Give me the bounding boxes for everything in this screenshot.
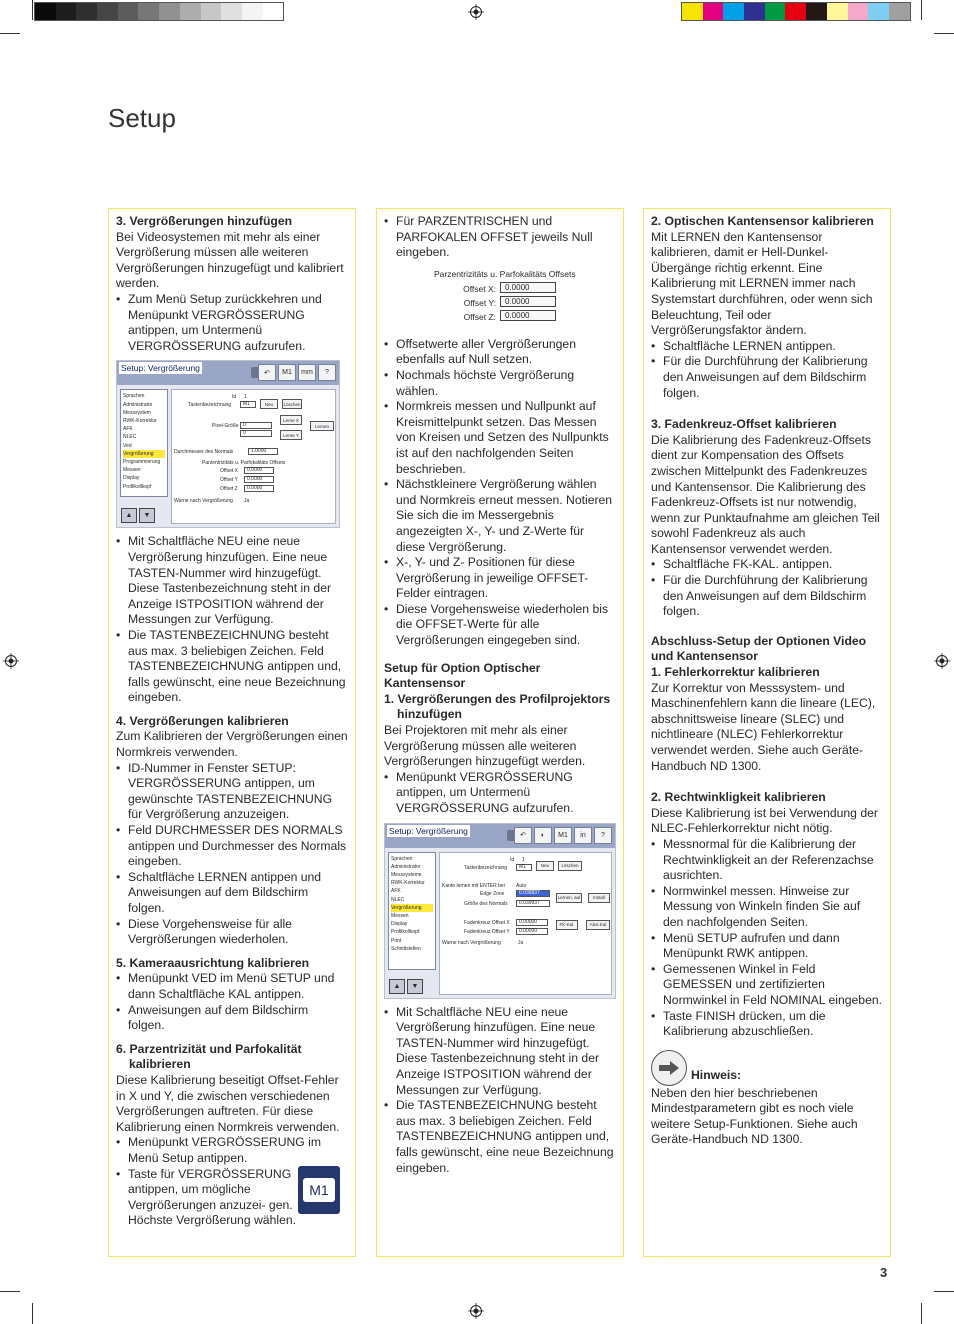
color-swatch — [785, 3, 806, 20]
section-title: 1. Vergrößerungen des Profilprojektors hinzufügen — [384, 691, 611, 722]
learn-button[interactable]: Lernen — [310, 421, 334, 431]
offset-z-field[interactable]: 0.0000 — [500, 310, 556, 321]
section-title: 4. Vergrößerungen kalibrieren — [116, 713, 289, 728]
list-item: • Taste FINISH drücken, um die Kalibrierung abzuschließen. — [651, 1009, 883, 1040]
menu-item[interactable]: AFK — [123, 426, 133, 433]
bullet-list — [651, 557, 883, 619]
bullet-list — [384, 337, 616, 649]
help-button[interactable]: ? — [594, 827, 612, 844]
offset-x-field[interactable]: 0.0000 — [500, 282, 556, 293]
offset-x-field[interactable]: 0.0000 — [244, 467, 274, 474]
warn-label: Warne nach Vergrößerung — [174, 498, 233, 505]
edge-zone-label: Edge Zone — [480, 890, 505, 897]
crop-mark — [0, 33, 20, 34]
id-label: Id — [232, 394, 237, 401]
process-color-bar — [681, 2, 911, 21]
section-title: 2. Rechtwinkligkeit kalibrieren — [651, 790, 826, 805]
warn-value[interactable]: Ja — [518, 939, 524, 946]
list-item: • X-, Y- und Z- Positionen für diese Vergrößerung in jeweilige OFFSET-Felder eintragen. — [384, 555, 616, 602]
color-swatch — [744, 3, 765, 20]
menu-item[interactable]: Ved — [123, 442, 132, 449]
crosshair-x-field[interactable]: 0.00000 — [516, 919, 548, 926]
settings-form — [439, 852, 612, 995]
offset-z-label: Offset Z — [220, 486, 238, 493]
key-field[interactable]: M1 — [240, 401, 256, 408]
color-swatch — [806, 3, 827, 20]
list-item: • Messnormal für die Kalibrierung der Rechtwinkligkeit an der Referenzachse ausrichten. — [651, 837, 883, 884]
color-swatch — [723, 3, 744, 20]
column-right — [643, 208, 891, 1257]
arrow-down-icon[interactable]: ▼ — [139, 508, 155, 523]
m1-button[interactable]: M1 — [278, 364, 296, 381]
settings-form — [171, 389, 336, 524]
section-title: 6. Parzentrizität und Parfokalität kalibrieren — [116, 1041, 302, 1072]
warn-label: Warne nach Vergrößerung — [442, 939, 501, 946]
crop-mark — [32, 1303, 33, 1324]
help-button[interactable]: ? — [318, 364, 336, 381]
crosshair-y-field[interactable]: 0.00000 — [516, 928, 548, 935]
crop-mark — [934, 1291, 954, 1292]
menu-item[interactable]: RWK-Korrektur — [123, 417, 157, 424]
toolbar — [258, 364, 336, 381]
offsets-label: Parzentrizitäts u. Parfokalitäts Offsets — [202, 460, 286, 467]
color-swatch — [703, 3, 724, 20]
units-button[interactable]: mm — [298, 364, 316, 381]
crop-mark — [934, 33, 954, 34]
key-label: Tastenbezeichnung — [188, 402, 232, 409]
gray-swatch — [159, 3, 180, 20]
color-swatch — [765, 3, 786, 20]
key-field[interactable]: M1 — [516, 864, 532, 871]
bullet-list — [651, 339, 883, 401]
pixel-x-field[interactable]: 0 — [240, 422, 272, 429]
gray-swatch — [242, 3, 263, 20]
paragraph: Mit LERNEN den Kantensensor kalibrieren, damit er Hell-Dunkel-Übergänge richtig erkennt. Eine Kalibrierung mit LERNEN immer nach Systemstart durchführen, oder wenn sich Beleuchtung, Teil oder Vergrößerungsfaktor ändern. — [651, 229, 873, 338]
color-swatch — [848, 3, 869, 20]
edge-learn-value[interactable]: Auto — [516, 882, 527, 889]
crosshair-y-label: Fadenkreuz Offset Y — [464, 928, 510, 935]
pixel-y-field[interactable]: 0 — [240, 430, 272, 437]
bullet-list — [116, 534, 348, 706]
menu-item[interactable]: Programmierung — [123, 458, 161, 465]
normal-size-field[interactable]: 0.039937 — [516, 900, 550, 907]
section-heading: Setup für Option Optischer Kantensensor — [384, 660, 541, 691]
setup-menu — [388, 852, 436, 970]
window-title: Setup: Vergrößerung — [121, 363, 200, 374]
list-item: • ID-Nummer in Fenster SETUP: VERGRÖSSERUNG antippen, um gewünschte TASTENBEZEICHNUNG für Vergrößerung anzuzeigen. — [116, 761, 348, 823]
menu-item[interactable]: Schnittstellen — [391, 945, 421, 952]
key-label: Tastenbezeichnung — [464, 864, 508, 871]
learn-button[interactable]: Lernen, auf — [556, 893, 582, 903]
color-swatch — [889, 3, 910, 20]
distance-calibration-button[interactable]: Abst.Kal — [586, 920, 610, 930]
list-item: • Mit Schaltfläche NEU eine neue Vergrößerung hinzufügen. Eine neue TASTEN-Nummer wird hinzugefügt. Diese Tastenbezeichnung steht in der Anzeige ISTPOSITION während der Messungen zur Verfügung. — [384, 1005, 616, 1099]
edge-learn-label: Kante lernen mit ENTER bei — [442, 882, 505, 889]
diameter-field[interactable]: 1.0000 — [248, 448, 278, 455]
grayscale-color-bar — [34, 2, 284, 21]
new-button[interactable]: Neu — [260, 399, 278, 409]
list-item: • Für die Durchführung der Kalibrierung den Anweisungen auf dem Bildschirm folgen. — [651, 354, 883, 401]
list-item: • Menüpunkt VERGRÖSSERUNG antippen, um Untermenü VERGRÖSSERUNG aufzurufen. — [384, 770, 616, 817]
undo-icon[interactable]: ↶ — [514, 827, 532, 844]
crop-mark — [921, 0, 922, 20]
list-item-text: gen. Höchste Vergrößerung wählen. — [128, 1197, 297, 1228]
list-item: • Zum Menü Setup zurückkehren und Menüpunkt VERGRÖSSERUNG antippen, um Untermenü VERGRÖSSERUNG aufzurufen. — [116, 292, 348, 354]
gray-swatch — [221, 3, 242, 20]
crosshair-calibration-button[interactable]: FK-Kal. — [556, 920, 578, 930]
gray-swatch — [201, 3, 222, 20]
list-item: • Normkreis messen und Nullpunkt auf Kreismittelpunkt setzen. Das Messen von Kreisen und Setzen des Nullpunkts ist auf den nachfolgenden Seiten beschrieben. — [384, 399, 616, 477]
list-item: • Mit Schaltfläche NEU eine neue Vergrößerung hinzufügen. Eine neue TASTEN-Nummer wird hinzugefügt. Diese Tastenbezeichnung steht in der Anzeige ISTPOSITION während der Messungen zur Verfügung. — [116, 534, 348, 628]
color-swatch — [682, 3, 703, 20]
arrow-up-icon[interactable]: ▲ — [121, 508, 137, 523]
page-title: Setup — [108, 103, 176, 133]
list-item: • Feld DURCHMESSER DES NORMALS antippen und Durchmesser des Normals eingeben. — [116, 823, 348, 870]
list-item: • Nochmals höchste Vergrößerung wählen. — [384, 368, 616, 399]
list-item: • Die TASTENBEZEICHNUNG besteht aus max. 3 beliebigen Zeichen. Feld TASTENBEZEICHNUNG antippen und, falls gewünscht, eine neue Bezeichnung eingeben. — [116, 628, 348, 706]
hint-label: Hinweis: — [691, 1067, 742, 1082]
registration-mark-icon — [468, 1303, 484, 1319]
list-item: • Offsetwerte aller Vergrößerungen ebenfalls auf Null setzen. — [384, 337, 616, 368]
page-number: 3 — [880, 1265, 888, 1280]
warn-value[interactable]: Ja — [244, 498, 250, 505]
menu-item[interactable]: Administrator — [123, 401, 153, 408]
list-item: • Nächstkleinere Vergrößerung wählen und Normkreis erneut messen. Notieren Sie sich die im Messergebnis angezeigten X-, Y- und Z-Werte für diese Vergrößerung. — [384, 477, 616, 555]
offset-x-label: Offset X — [220, 468, 238, 475]
menu-item-selected[interactable]: Vergrößerung — [123, 450, 165, 458]
undo-icon[interactable]: ↶ — [258, 364, 276, 381]
offset-x-label: Offset X: — [463, 283, 496, 294]
menu-item[interactable]: Print — [391, 937, 402, 944]
offset-z-label: Offset Z: — [463, 311, 496, 322]
window-titlebar — [117, 361, 339, 385]
menu-item[interactable]: Display — [391, 921, 408, 928]
list-item: • Normwinkel messen. Hinweise zur Messung von Winkeln finden Sie auf den nachfolgenden Seiten. — [651, 884, 883, 931]
install-button[interactable]: Install — [588, 893, 610, 903]
arrow-right-icon — [651, 1050, 687, 1086]
list-item: • Diese Vorgehensweise wiederholen bis die OFFSET-Werte für alle Vergrößerungen eingegeben sind. — [384, 602, 616, 649]
hint-header — [651, 1050, 883, 1086]
bullet-list — [651, 837, 883, 1040]
list-item: • Schaltfläche LERNEN antippen. — [651, 339, 883, 355]
paragraph: Diese Kalibrierung beseitigt Offset-Fehler in X und Y, die zwischen verschiedenen Vergrößerungen auftreten. Für diese Kalibrierung einen Normkreis verwenden. — [116, 1072, 340, 1134]
list-item: • Schaltfläche LERNEN antippen und Anweisungen auf dem Bildschirm folgen. — [116, 870, 348, 917]
gray-swatch — [180, 3, 201, 20]
registration-mark-icon — [3, 653, 19, 669]
section-heading: Abschluss-Setup der Optionen Video und Kantensensor — [651, 633, 867, 664]
crop-mark — [0, 1291, 20, 1292]
menu-item[interactable]: Display — [123, 475, 140, 482]
color-swatch — [868, 3, 889, 20]
bullet-list — [116, 971, 348, 1033]
edge-zone-field[interactable]: 0.039937 — [516, 890, 550, 897]
m1-key-label: M1 — [303, 1178, 335, 1202]
gray-swatch — [138, 3, 159, 20]
contrast-icon[interactable]: ◐ — [534, 827, 552, 844]
list-item: • Für PARZENTRISCHEN und PARFOKALEN OFFSET jeweils Null eingeben. — [384, 214, 616, 261]
menu-item[interactable]: Messen — [123, 467, 141, 474]
list-item: • Die TASTENBEZEICHNUNG besteht aus max. 3 beliebigen Zeichen. Feld TASTENBEZEICHNUNG antippen und, falls gewünscht, eine neue Bezeichnung eingeben. — [384, 1098, 616, 1176]
list-item: • Menüpunkt VED im Menü SETUP und dann Schaltfläche KAL antippen. — [116, 971, 348, 1002]
bullet-list — [116, 761, 348, 948]
toolbar — [514, 827, 612, 844]
section-title: 3. Fadenkreuz-Offset kalibrieren — [651, 417, 837, 432]
section-title: 1. Fehlerkorrektur kalibrieren — [651, 665, 820, 680]
arrow-down-icon[interactable]: ▼ — [407, 979, 423, 994]
menu-item[interactable]: Sprachen — [391, 855, 413, 862]
menu-item[interactable]: Profilkollkopf — [391, 929, 420, 936]
menu-item[interactable]: NLEC — [391, 896, 405, 903]
setup-menu — [120, 389, 168, 497]
menu-item[interactable]: Profilkollkopf — [123, 483, 152, 490]
paragraph: Bei Videosystemen mit mehr als einer Vergrößerung müssen alle weiteren Vergrößerungen hinzugefügt und kalibriert werden. — [116, 229, 344, 291]
bullet-list — [116, 1135, 348, 1229]
list-item: • Diese Vorgehensweise für alle Vergrößerungen wiederholen. — [116, 917, 348, 948]
registration-mark-icon — [934, 653, 950, 669]
color-swatch — [827, 3, 848, 20]
delete-button[interactable]: Löschen — [558, 861, 582, 871]
paragraph: Die Kalibrierung des Fadenkreuz-Offsets dient zur Kompensation des Offsets zwischen Mittelpunkt des Fadenkreuzes und Kantensensor. Die Kalibrierung des Fadenkreuz-Offsets ist nur notwendig, wenn zur Punktaufnahme am gleichen Teil sowohl Fadenkreuz als auch Kantensensor verwendet werden. — [651, 432, 880, 556]
window-titlebar — [385, 824, 615, 848]
m1-button[interactable]: M1 — [554, 827, 572, 844]
screenshot-setup-vergroesserung — [384, 823, 616, 999]
crop-mark — [32, 0, 33, 20]
window-title: Setup: Vergrößerung — [389, 825, 468, 836]
gray-swatch — [97, 3, 118, 20]
diameter-label: Durchmesser des Normals — [174, 449, 234, 456]
gray-swatch — [56, 3, 77, 20]
offsets-panel — [428, 269, 598, 329]
bullet-list — [116, 292, 348, 354]
column-left — [108, 208, 356, 1257]
m1-key-icon — [298, 1166, 340, 1214]
menu-item[interactable]: Administrator — [391, 863, 421, 870]
menu-item[interactable]: NLEC — [123, 434, 137, 441]
arrow-up-icon[interactable]: ▲ — [389, 979, 405, 994]
menu-item[interactable]: RWK-Korrektur — [391, 880, 425, 887]
bullet-list — [384, 770, 616, 817]
delete-button[interactable]: Löschen — [282, 399, 302, 409]
menu-item[interactable]: Messsystem — [123, 409, 151, 416]
section-title: 2. Optischen Kantensensor kalibrieren — [651, 214, 874, 228]
section-title: 3. Vergrößerungen hinzufügen — [116, 214, 293, 228]
offset-y-label: Offset Y — [220, 477, 238, 484]
offset-z-field[interactable]: 0.0000 — [244, 485, 274, 492]
gray-swatch — [118, 3, 139, 20]
paragraph: Bei Projektoren mit mehr als einer Vergrößerung müssen alle weiteren Vergrößerungen hinzugefügt werden. — [384, 723, 586, 769]
offset-y-label: Offset Y: — [463, 297, 496, 308]
menu-item[interactable]: Messsysteme — [391, 872, 422, 878]
crop-mark — [921, 1303, 922, 1324]
id-value: 1 — [522, 856, 525, 863]
gray-swatch — [35, 3, 56, 20]
paragraph: Diese Kalibrierung ist bei Verwendung der NLEC-Fehlerkorrektur nicht nötig. — [651, 805, 878, 836]
learn-x-button[interactable]: Lerne X — [280, 415, 302, 425]
menu-item[interactable]: AFK — [391, 888, 401, 895]
normal-size-label: Größe des Normals — [464, 900, 508, 907]
scroll-arrows — [121, 508, 155, 523]
list-item: • Für die Durchführung der Kalibrierung den Anweisungen auf dem Bildschirm folgen. — [651, 573, 883, 620]
gray-swatch — [76, 3, 97, 20]
id-label: Id — [510, 856, 515, 863]
screenshot-setup-vergroesserung — [116, 360, 340, 528]
list-item: • Menü SETUP aufrufen und dann Menüpunkt RWK antippen. — [651, 931, 883, 962]
offsets-title: Parzentrizitäts u. Parfokalitäts Offsets — [434, 268, 576, 279]
registration-mark-icon — [468, 4, 484, 20]
scroll-arrows — [389, 979, 423, 994]
new-button[interactable]: Neu — [536, 861, 554, 871]
bullet-list — [384, 214, 616, 261]
section-title: 5. Kameraausrichtung kalibrieren — [116, 955, 310, 970]
hint-text: Neben den hier beschriebenen Mindestparametern gibt es noch viele weitere Setup-Funktionen. Siehe auch Geräte-Handbuch ND 1300. — [651, 1085, 858, 1147]
menu-item[interactable]: Sprachen — [123, 393, 145, 400]
list-item: • Menüpunkt VERGRÖSSERUNG im Menü Setup antippen. — [116, 1135, 348, 1166]
list-item: • Schaltfläche FK-KAL. antippen. — [651, 557, 883, 573]
column-middle — [376, 208, 624, 1257]
offset-y-field[interactable]: 0.0000 — [244, 476, 274, 483]
list-item-text: Taste für VERGRÖSSERUNG antippen, um mögliche Vergrößerungen anzuzei- — [128, 1166, 292, 1212]
paragraph: Zum Kalibrieren der Vergrößerungen einen Normkreis verwenden. — [116, 729, 348, 760]
pixel-size-label: Pixel-Größe — [212, 423, 239, 430]
menu-item-selected[interactable]: Vergrößerung — [391, 904, 433, 912]
learn-y-button[interactable]: Lerne Y — [280, 430, 302, 440]
menu-item[interactable]: Messen — [391, 913, 409, 920]
list-item: • Anweisungen auf dem Bildschirm folgen. — [116, 1003, 348, 1034]
bullet-list — [384, 1005, 616, 1177]
paragraph: Zur Korrektur von Messsystem- und Maschinenfehlern kann die lineare (LEC), abschnittsweise lineare (SLEC) und nichtlineare (NLEC) Fehlerkorrektur verwendet werden. Siehe auch Geräte-Handbuch ND 1300. — [651, 680, 876, 773]
units-button[interactable]: in — [574, 827, 592, 844]
crosshair-x-label: Fadenkreuz Offset X — [464, 919, 510, 926]
id-value: 1 — [244, 394, 247, 401]
offset-y-field[interactable]: 0.0000 — [500, 296, 556, 307]
list-item: • Gemessenen Winkel in Feld GEMESSEN und zertifizierten Normwinkel in Feld NOMINAL eingeben. — [651, 962, 883, 1009]
gray-swatch — [263, 3, 284, 20]
